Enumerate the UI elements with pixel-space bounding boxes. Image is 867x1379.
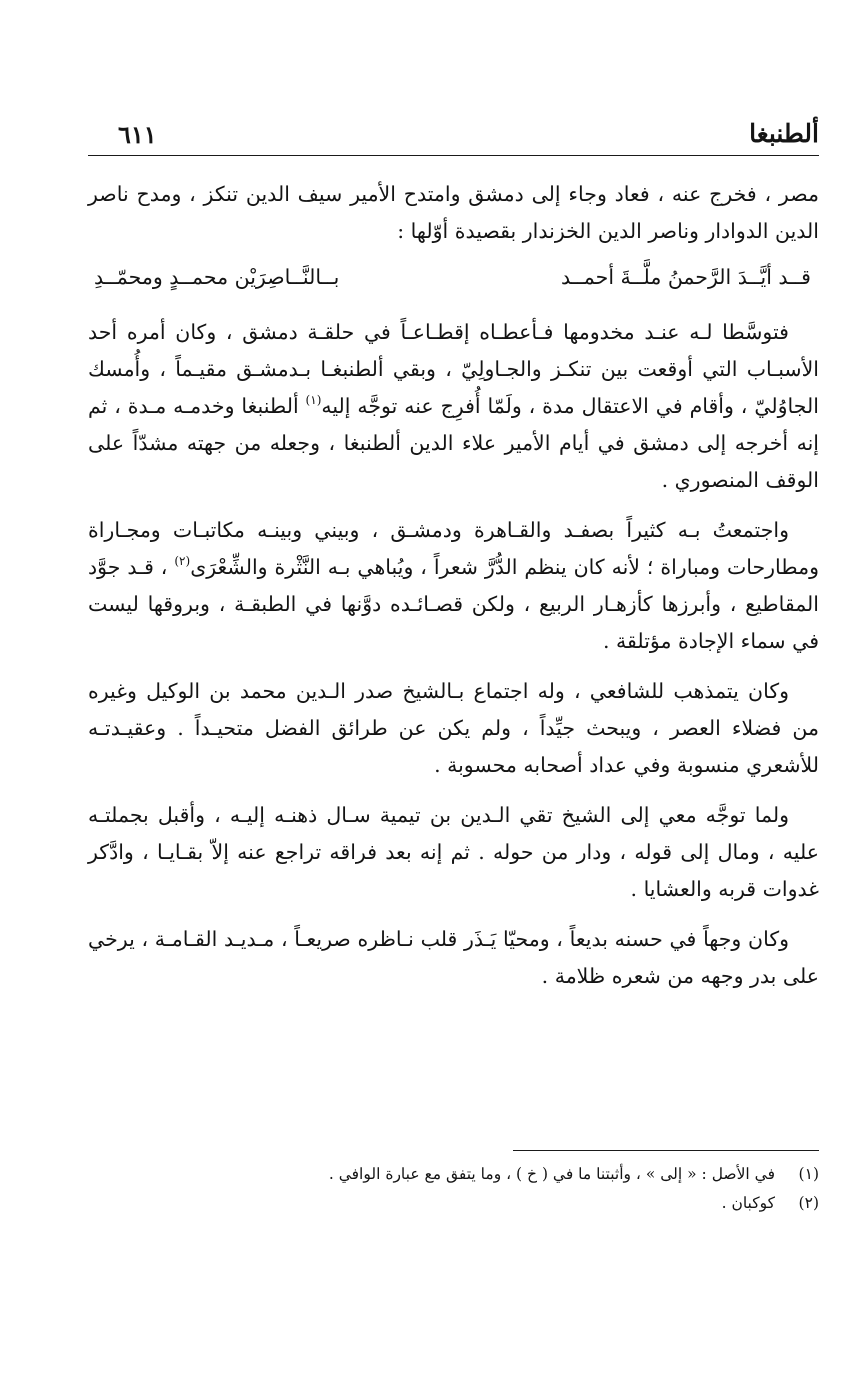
verse-second-hemistich: بــالنَّــاصِرَيْن محمــدٍ ومحمّــدِ <box>94 265 340 289</box>
footnote-text: في الأصل : « إلى » ، وأثبتنا ما في ( خ ) ، وما يتفق مع عبارة الوافي . <box>328 1165 775 1183</box>
footnote-number: (٢) <box>798 1194 819 1212</box>
footnotes <box>88 1160 819 1218</box>
verse-line <box>88 258 819 296</box>
header-rule <box>88 155 819 156</box>
footnote-2 <box>88 1189 819 1218</box>
paragraph-5: ولما توجَّه معي إلى الشيخ تقي الـدين بن تيمية سـال ذهنـه إليـه ، وأقبل بجملتـه عليه ، ومال إلى قوله ، ودار من حوله . ثم إنه بعد فراقه تراجع عنه إلاّ بقـايـا ، وادَّكر غدوات قربه والعشايا . <box>88 803 819 901</box>
paragraph-3-text-a: واجتمعتُ بـه كثيراً بصفـد والقـاهرة ودمشـق ، وبيني وبينـه مكاتبـات ومجـاراة ومطارحات ومباراة ؛ لأنه كان ينظم الدُّرَّ شعراً ، ويُباهي بـه النَّثْرة والشِّعْرَى <box>88 518 820 579</box>
footnote-1 <box>88 1160 819 1189</box>
paragraph-2-text-b: ألطنبغا وخدمـه مـدة ، ثم إنه أخرجه إلى دمشق في أيام الأمير علاء الدين ألطنبغا ، وجعله من جهته مشدّاً على الوقف المنصوري . <box>88 394 819 492</box>
paragraph-2 <box>88 314 819 499</box>
paragraph-3 <box>88 512 819 660</box>
footnote-text: كوكبان . <box>721 1194 775 1212</box>
main-text <box>88 176 819 995</box>
footnote-ref-2[interactable]: (٢) <box>174 554 191 568</box>
footnote-ref-1[interactable]: (١) <box>305 393 322 407</box>
paragraph-6: وكان وجهاً في حسنه بديعاً ، ومحيّا يَـذَر قلب نـاظره صريعـاً ، مـديـد القـامـة ، يرخي على بدر وجهه من شعره ظلامة . <box>88 927 819 988</box>
footnote-rule <box>513 1150 819 1151</box>
paragraph-2-text-a: فتوسَّطا لـه عنـد مخدومها فـأعطـاه إقطـاعـاً في حلقـة دمشق ، وكان أمره أحد الأسبـاب التي أوقعت بين تنكـز والجـاولِيّ ، وبقي ألطنبغـا بـدمشـق مقيـماً ، وأُمسك الجاوُليّ ، وأقام في الاعتقال مدة ، ولَمّا أُفرِج عنه توجَّه إليه <box>88 320 819 418</box>
footnote-number: (١) <box>798 1165 819 1183</box>
running-title: ألطنبغا <box>749 119 819 148</box>
paragraph-1: مصر ، فخرج عنه ، فعاد وجاء إلى دمشق وامتدح الأمير سيف الدين تنكز ، ومدح ناصر الدين الدوادار وناصر الدين الخزندار بقصيدة أوّلها : <box>88 182 819 243</box>
verse-first-hemistich: قــد أيَّــدَ الرَّحمنُ ملَّــةَ أحمــد <box>561 265 811 289</box>
page-number: ٦١١ <box>118 120 157 149</box>
book-page <box>88 0 819 1379</box>
paragraph-4: وكان يتمذهب للشافعي ، وله اجتماع بـالشيخ صدر الـدين محمد بن الوكيل وغيره من فضلاء العصر ، ويبحث جيِّداً ، ولم يكن عن طرائق الفضل متحيـداً . وعقيـدتـه للأشعري منسوبة وفي عداد أصحابه محسوبة . <box>88 679 819 777</box>
page-header <box>88 112 819 154</box>
paragraph-3-text-b: ، قـد جوَّد المقاطيع ، وأبرزها كأزهـار الربيع ، ولكن قصـائـده دوَّنها في الطبقـة ، وبروقها ليست في سماء الإجادة مؤتلقة . <box>88 555 819 653</box>
